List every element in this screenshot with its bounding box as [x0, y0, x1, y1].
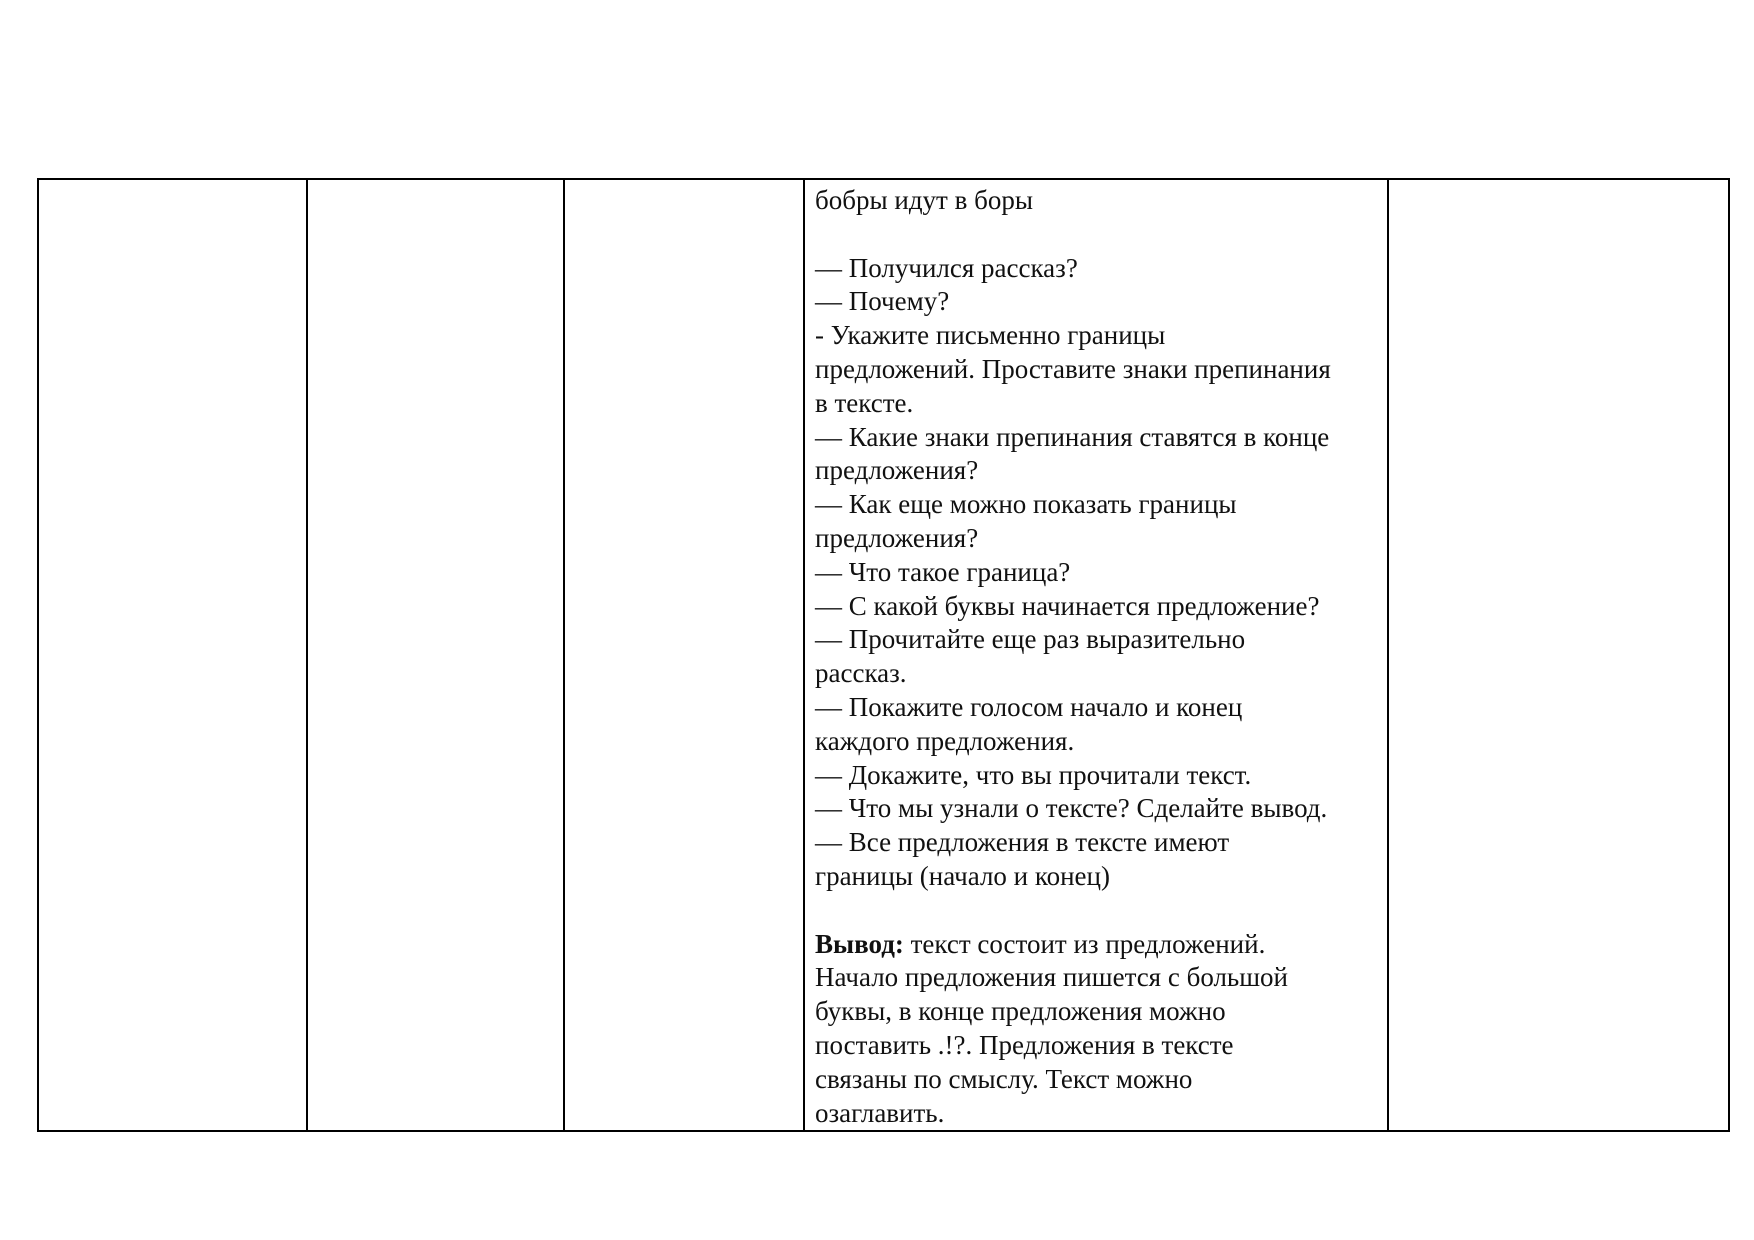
- conclusion-line: озаглавить.: [815, 1097, 945, 1128]
- text-line: — Все предложения в тексте имеют: [815, 827, 1230, 858]
- lesson-text: [815, 184, 1379, 1130]
- conclusion-line: связаны по смыслу. Текст можно: [815, 1063, 1193, 1094]
- text-line: рассказ.: [815, 658, 907, 689]
- conclusion-line: поставить .!?. Предложения в тексте: [815, 1029, 1234, 1060]
- opening-line: бобры идут в боры: [815, 185, 1033, 215]
- question-list: [815, 252, 1379, 894]
- conclusion-first-line: [815, 928, 1379, 962]
- text-line: предложения?: [815, 522, 979, 553]
- conclusion-line: Начало предложения пишется с большой: [815, 962, 1288, 993]
- conclusion-text: [815, 961, 1379, 1130]
- conclusion-label: Вывод:: [815, 928, 904, 959]
- blank-line: [815, 218, 1379, 252]
- text-line: — Получился рассказ?: [815, 252, 1078, 283]
- text-line: — Прочитайте еще раз выразительно: [815, 624, 1246, 655]
- text-line: предложений. Проставите знаки препинания: [815, 353, 1331, 384]
- table-row: [38, 179, 1729, 1131]
- conclusion-line: буквы, в конце предложения можно: [815, 996, 1226, 1027]
- text-line: — Что такое граница?: [815, 556, 1071, 587]
- text-line: границы (начало и конец): [815, 860, 1110, 891]
- text-line: — С какой буквы начинается предложение?: [815, 590, 1320, 621]
- table-cell-2: [307, 179, 564, 1131]
- text-line: - Укажите письменно границы: [815, 320, 1166, 351]
- text-line: — Какие знаки препинания ставятся в конце: [815, 421, 1330, 452]
- table-cell-3: [564, 179, 804, 1131]
- blank-line: [815, 894, 1379, 928]
- text-line: предложения?: [815, 455, 979, 486]
- table-cell-5: [1388, 179, 1729, 1131]
- text-line: — Покажите голосом начало и конец: [815, 691, 1243, 722]
- lesson-plan-table: [37, 178, 1730, 1132]
- text-line: — Как еще можно показать границы: [815, 489, 1237, 520]
- text-line: — Что мы узнали о тексте? Сделайте вывод.: [815, 793, 1328, 824]
- conclusion-first-text: текст состоит из предложений.: [903, 928, 1266, 959]
- table-cell-1: [38, 179, 307, 1131]
- text-line: — Почему?: [815, 286, 950, 317]
- text-line: — Докажите, что вы прочитали текст.: [815, 759, 1252, 790]
- text-line: в тексте.: [815, 387, 914, 418]
- text-line: каждого предложения.: [815, 725, 1075, 756]
- table-cell-content: [804, 179, 1388, 1131]
